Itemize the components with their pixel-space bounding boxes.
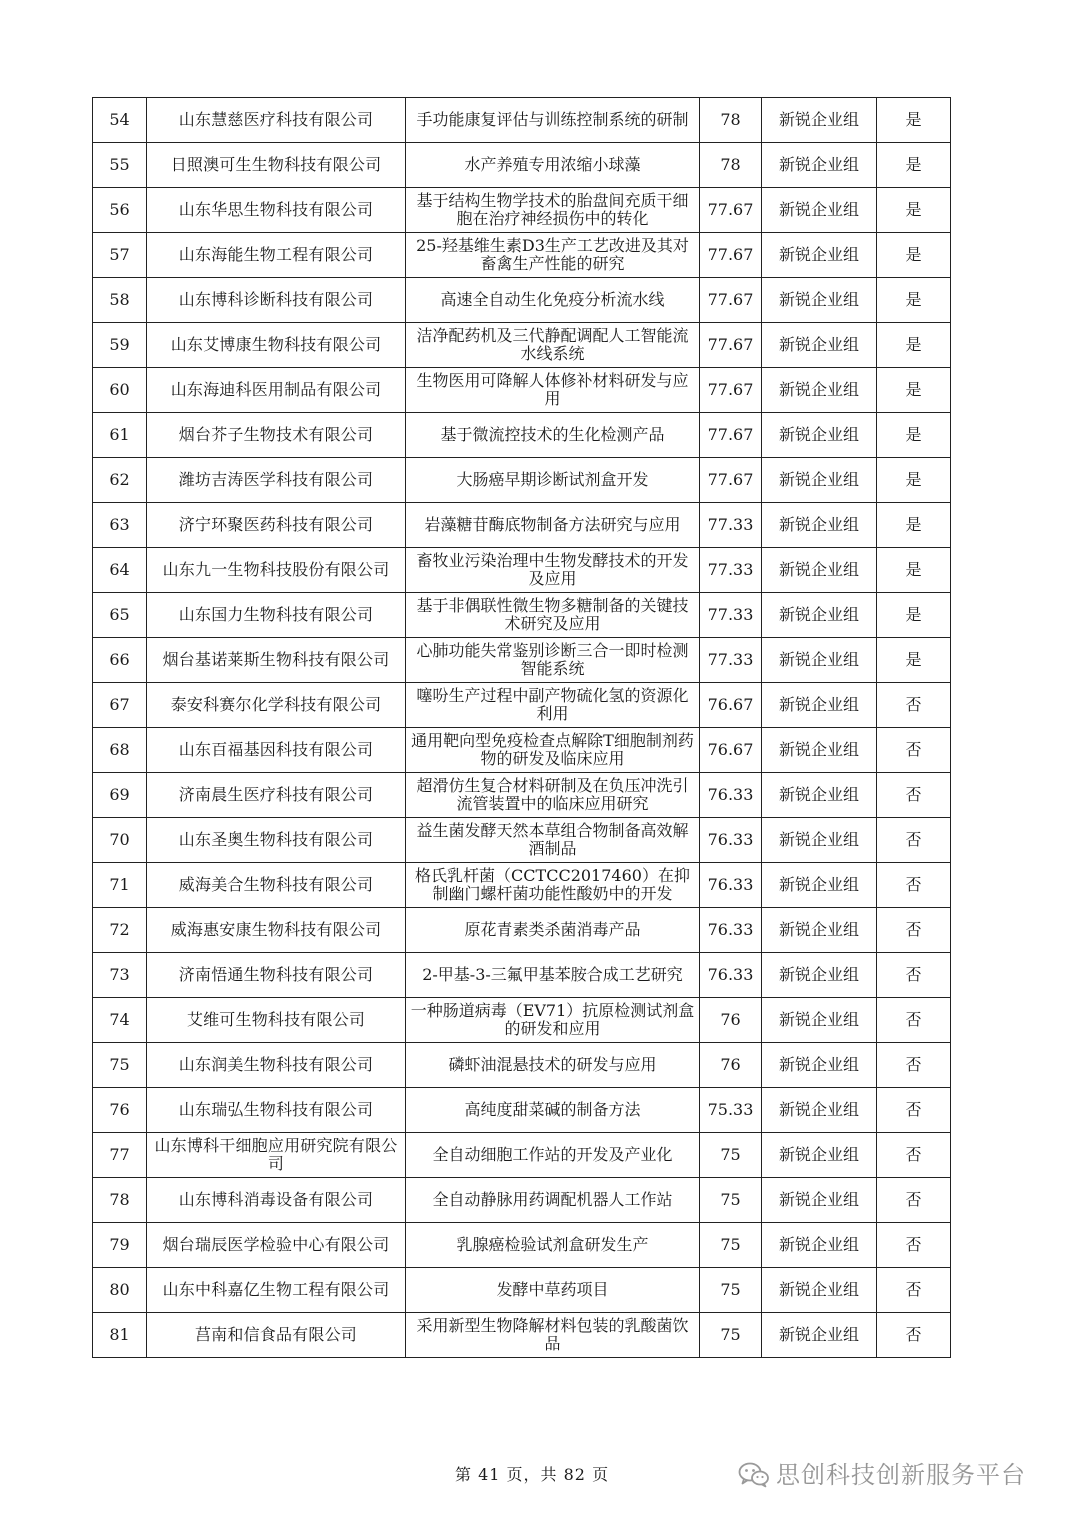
score-cell: 76.67 (700, 728, 762, 773)
pass-cell: 是 (877, 143, 951, 188)
pass-cell: 是 (877, 548, 951, 593)
project-cell: 大肠癌早期诊断试剂盒开发 (406, 458, 700, 503)
company-cell: 潍坊吉涛医学科技有限公司 (147, 458, 406, 503)
table-row (93, 548, 951, 593)
results-table (92, 97, 951, 1358)
table-row (93, 953, 951, 998)
score-cell: 76.67 (700, 683, 762, 728)
project-cell: 发酵中草药项目 (406, 1268, 700, 1313)
table-row (93, 908, 951, 953)
pass-cell: 否 (877, 773, 951, 818)
group-cell: 新锐企业组 (762, 998, 877, 1043)
table-row (93, 368, 951, 413)
company-cell: 济南晨生医疗科技有限公司 (147, 773, 406, 818)
table-row (93, 413, 951, 458)
seq-cell: 69 (93, 773, 147, 818)
table-row (93, 188, 951, 233)
score-cell: 76.33 (700, 818, 762, 863)
company-cell: 山东国力生物科技有限公司 (147, 593, 406, 638)
table-row (93, 278, 951, 323)
table-row (93, 683, 951, 728)
pass-cell: 否 (877, 908, 951, 953)
pass-cell: 是 (877, 368, 951, 413)
pass-cell: 是 (877, 278, 951, 323)
table-row (93, 98, 951, 143)
seq-cell: 60 (93, 368, 147, 413)
pass-cell: 否 (877, 1133, 951, 1178)
seq-cell: 80 (93, 1268, 147, 1313)
company-cell: 威海美合生物科技有限公司 (147, 863, 406, 908)
table-row (93, 458, 951, 503)
score-cell: 77.67 (700, 368, 762, 413)
seq-cell: 68 (93, 728, 147, 773)
project-cell: 乳腺癌检验试剂盒研发生产 (406, 1223, 700, 1268)
group-cell: 新锐企业组 (762, 638, 877, 683)
project-cell: 原花青素类杀菌消毒产品 (406, 908, 700, 953)
score-cell: 75 (700, 1133, 762, 1178)
group-cell: 新锐企业组 (762, 458, 877, 503)
project-cell: 一种肠道病毒（EV71）抗原检测试剂盒的研发和应用 (406, 998, 700, 1043)
company-cell: 山东博科消毒设备有限公司 (147, 1178, 406, 1223)
group-cell: 新锐企业组 (762, 773, 877, 818)
group-cell: 新锐企业组 (762, 98, 877, 143)
project-cell: 洁净配药机及三代静配调配人工智能流水线系统 (406, 323, 700, 368)
table-body (93, 98, 951, 1358)
company-cell: 艾维可生物科技有限公司 (147, 998, 406, 1043)
watermark-text: 思创科技创新服务平台 (776, 1461, 1026, 1489)
seq-cell: 55 (93, 143, 147, 188)
table-row (93, 863, 951, 908)
wechat-icon (738, 1462, 770, 1488)
pass-cell: 否 (877, 818, 951, 863)
score-cell: 77.33 (700, 503, 762, 548)
company-cell: 济南悟通生物科技有限公司 (147, 953, 406, 998)
group-cell: 新锐企业组 (762, 953, 877, 998)
seq-cell: 70 (93, 818, 147, 863)
pass-cell: 是 (877, 323, 951, 368)
company-cell: 山东海能生物工程有限公司 (147, 233, 406, 278)
seq-cell: 54 (93, 98, 147, 143)
group-cell: 新锐企业组 (762, 863, 877, 908)
score-cell: 76 (700, 1043, 762, 1088)
group-cell: 新锐企业组 (762, 1223, 877, 1268)
table-row (93, 143, 951, 188)
seq-cell: 62 (93, 458, 147, 503)
project-cell: 岩藻糖苷酶底物制备方法研究与应用 (406, 503, 700, 548)
pass-cell: 否 (877, 1178, 951, 1223)
project-cell: 基于结构生物学技术的胎盘间充质干细胞在治疗神经损伤中的转化 (406, 188, 700, 233)
company-cell: 山东润美生物科技有限公司 (147, 1043, 406, 1088)
company-cell: 山东中科嘉亿生物工程有限公司 (147, 1268, 406, 1313)
project-cell: 高速全自动生化免疫分析流水线 (406, 278, 700, 323)
page-number: 第 41 页，共 82 页 (455, 1465, 610, 1484)
group-cell: 新锐企业组 (762, 1268, 877, 1313)
company-cell: 山东百福基因科技有限公司 (147, 728, 406, 773)
pass-cell: 否 (877, 863, 951, 908)
pass-cell: 是 (877, 638, 951, 683)
project-cell: 益生菌发酵天然本草组合物制备高效解酒制品 (406, 818, 700, 863)
group-cell: 新锐企业组 (762, 1133, 877, 1178)
watermark (738, 1460, 1026, 1490)
score-cell: 76.33 (700, 863, 762, 908)
score-cell: 77.67 (700, 188, 762, 233)
company-cell: 烟台芥子生物技术有限公司 (147, 413, 406, 458)
score-cell: 76.33 (700, 773, 762, 818)
pass-cell: 否 (877, 1313, 951, 1358)
pass-cell: 是 (877, 593, 951, 638)
pass-cell: 否 (877, 728, 951, 773)
company-cell: 济宁环聚医药科技有限公司 (147, 503, 406, 548)
table-row (93, 1223, 951, 1268)
project-cell: 全自动静脉用药调配机器人工作站 (406, 1178, 700, 1223)
project-cell: 格氏乳杆菌（CCTCC2017460）在抑制幽门螺杆菌功能性酸奶中的开发 (406, 863, 700, 908)
seq-cell: 65 (93, 593, 147, 638)
table-row (93, 773, 951, 818)
score-cell: 78 (700, 98, 762, 143)
score-cell: 75.33 (700, 1088, 762, 1133)
table-row (93, 818, 951, 863)
project-cell: 心肺功能失常鉴别诊断三合一即时检测智能系统 (406, 638, 700, 683)
company-cell: 山东九一生物科技股份有限公司 (147, 548, 406, 593)
score-cell: 77.33 (700, 593, 762, 638)
pass-cell: 是 (877, 503, 951, 548)
group-cell: 新锐企业组 (762, 143, 877, 188)
project-cell: 基于非偶联性微生物多糖制备的关键技术研究及应用 (406, 593, 700, 638)
table-row (93, 1178, 951, 1223)
seq-cell: 78 (93, 1178, 147, 1223)
project-cell: 采用新型生物降解材料包装的乳酸菌饮品 (406, 1313, 700, 1358)
seq-cell: 63 (93, 503, 147, 548)
score-cell: 77.33 (700, 548, 762, 593)
group-cell: 新锐企业组 (762, 503, 877, 548)
table-row (93, 1268, 951, 1313)
score-cell: 75 (700, 1268, 762, 1313)
group-cell: 新锐企业组 (762, 188, 877, 233)
seq-cell: 56 (93, 188, 147, 233)
group-cell: 新锐企业组 (762, 908, 877, 953)
score-cell: 75 (700, 1223, 762, 1268)
company-cell: 山东博科诊断科技有限公司 (147, 278, 406, 323)
seq-cell: 59 (93, 323, 147, 368)
project-cell: 全自动细胞工作站的开发及产业化 (406, 1133, 700, 1178)
pass-cell: 否 (877, 953, 951, 998)
score-cell: 75 (700, 1313, 762, 1358)
pass-cell: 否 (877, 1268, 951, 1313)
company-cell: 山东华思生物科技有限公司 (147, 188, 406, 233)
table-row (93, 323, 951, 368)
group-cell: 新锐企业组 (762, 548, 877, 593)
score-cell: 76.33 (700, 953, 762, 998)
seq-cell: 77 (93, 1133, 147, 1178)
table-row (93, 1313, 951, 1358)
group-cell: 新锐企业组 (762, 1043, 877, 1088)
seq-cell: 75 (93, 1043, 147, 1088)
seq-cell: 58 (93, 278, 147, 323)
score-cell: 77.67 (700, 323, 762, 368)
table-row (93, 233, 951, 278)
company-cell: 烟台瑞辰医学检验中心有限公司 (147, 1223, 406, 1268)
score-cell: 77.33 (700, 638, 762, 683)
table-row (93, 1133, 951, 1178)
score-cell: 77.67 (700, 413, 762, 458)
table-row (93, 638, 951, 683)
company-cell: 山东瑞弘生物科技有限公司 (147, 1088, 406, 1133)
score-cell: 77.67 (700, 233, 762, 278)
group-cell: 新锐企业组 (762, 1088, 877, 1133)
project-cell: 高纯度甜菜碱的制备方法 (406, 1088, 700, 1133)
company-cell: 莒南和信食品有限公司 (147, 1313, 406, 1358)
project-cell: 水产养殖专用浓缩小球藻 (406, 143, 700, 188)
project-cell: 畜牧业污染治理中生物发酵技术的开发及应用 (406, 548, 700, 593)
pass-cell: 否 (877, 1223, 951, 1268)
project-cell: 25-羟基维生素D3生产工艺改进及其对畜禽生产性能的研究 (406, 233, 700, 278)
table-row (93, 503, 951, 548)
table-row (93, 1043, 951, 1088)
pass-cell: 是 (877, 188, 951, 233)
company-cell: 山东艾博康生物科技有限公司 (147, 323, 406, 368)
pass-cell: 否 (877, 683, 951, 728)
group-cell: 新锐企业组 (762, 323, 877, 368)
company-cell: 山东博科干细胞应用研究院有限公司 (147, 1133, 406, 1178)
group-cell: 新锐企业组 (762, 278, 877, 323)
group-cell: 新锐企业组 (762, 1178, 877, 1223)
project-cell: 通用靶向型免疫检查点解除T细胞制剂药物的研发及临床应用 (406, 728, 700, 773)
group-cell: 新锐企业组 (762, 728, 877, 773)
seq-cell: 74 (93, 998, 147, 1043)
seq-cell: 72 (93, 908, 147, 953)
score-cell: 77.67 (700, 278, 762, 323)
table-row (93, 1088, 951, 1133)
group-cell: 新锐企业组 (762, 1313, 877, 1358)
seq-cell: 67 (93, 683, 147, 728)
seq-cell: 81 (93, 1313, 147, 1358)
seq-cell: 66 (93, 638, 147, 683)
project-cell: 基于微流控技术的生化检测产品 (406, 413, 700, 458)
group-cell: 新锐企业组 (762, 413, 877, 458)
project-cell: 噻吩生产过程中副产物硫化氢的资源化利用 (406, 683, 700, 728)
company-cell: 山东海迪科医用制品有限公司 (147, 368, 406, 413)
pass-cell: 是 (877, 458, 951, 503)
seq-cell: 64 (93, 548, 147, 593)
group-cell: 新锐企业组 (762, 818, 877, 863)
project-cell: 2-甲基-3-三氟甲基苯胺合成工艺研究 (406, 953, 700, 998)
seq-cell: 79 (93, 1223, 147, 1268)
group-cell: 新锐企业组 (762, 368, 877, 413)
project-cell: 超滑仿生复合材料研制及在负压冲洗引流管装置中的临床应用研究 (406, 773, 700, 818)
group-cell: 新锐企业组 (762, 683, 877, 728)
company-cell: 山东慧慈医疗科技有限公司 (147, 98, 406, 143)
seq-cell: 73 (93, 953, 147, 998)
seq-cell: 71 (93, 863, 147, 908)
company-cell: 烟台基诺莱斯生物科技有限公司 (147, 638, 406, 683)
pass-cell: 否 (877, 998, 951, 1043)
project-cell: 手功能康复评估与训练控制系统的研制 (406, 98, 700, 143)
seq-cell: 61 (93, 413, 147, 458)
company-cell: 泰安科赛尔化学科技有限公司 (147, 683, 406, 728)
pass-cell: 是 (877, 233, 951, 278)
pass-cell: 是 (877, 98, 951, 143)
pass-cell: 否 (877, 1043, 951, 1088)
table-row (93, 593, 951, 638)
score-cell: 76.33 (700, 908, 762, 953)
company-cell: 日照澳可生生物科技有限公司 (147, 143, 406, 188)
table-row (93, 998, 951, 1043)
company-cell: 威海惠安康生物科技有限公司 (147, 908, 406, 953)
company-cell: 山东圣奥生物科技有限公司 (147, 818, 406, 863)
project-cell: 磷虾油混悬技术的研发与应用 (406, 1043, 700, 1088)
project-cell: 生物医用可降解人体修补材料研发与应用 (406, 368, 700, 413)
score-cell: 75 (700, 1178, 762, 1223)
table-row (93, 728, 951, 773)
seq-cell: 76 (93, 1088, 147, 1133)
group-cell: 新锐企业组 (762, 233, 877, 278)
score-cell: 77.67 (700, 458, 762, 503)
seq-cell: 57 (93, 233, 147, 278)
group-cell: 新锐企业组 (762, 593, 877, 638)
pass-cell: 是 (877, 413, 951, 458)
pass-cell: 否 (877, 1088, 951, 1133)
score-cell: 78 (700, 143, 762, 188)
score-cell: 76 (700, 998, 762, 1043)
